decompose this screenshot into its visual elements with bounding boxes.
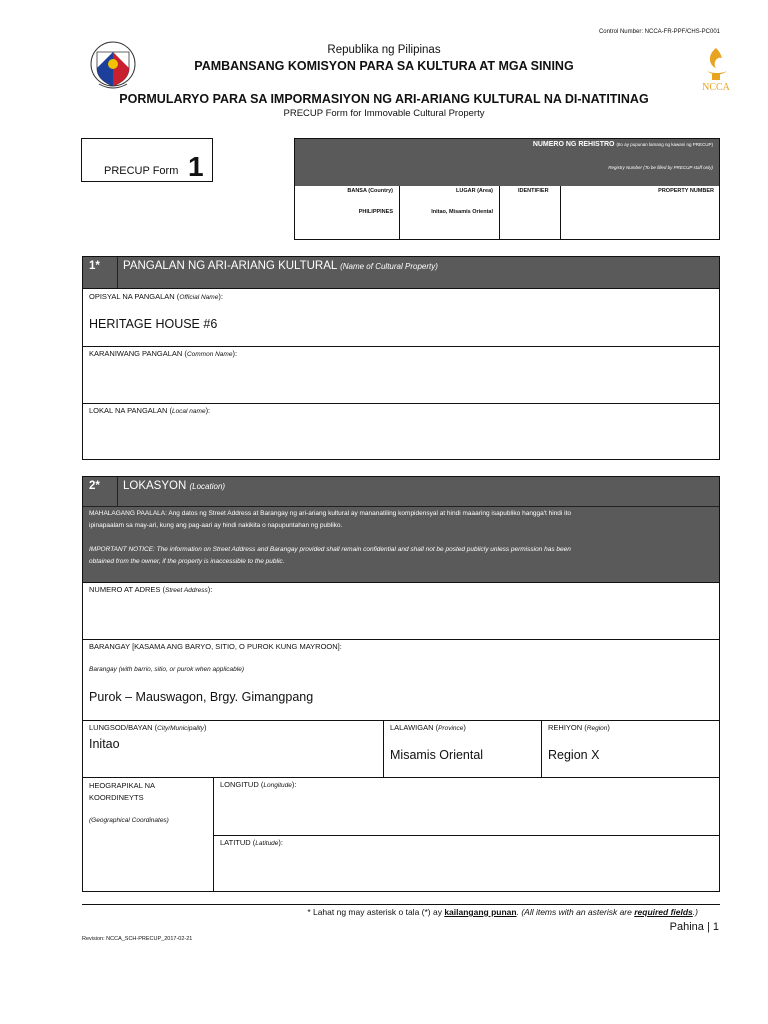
registry-property-number-cell[interactable] — [560, 186, 720, 240]
section-location — [82, 476, 720, 892]
local-name-label-end: ): — [205, 406, 211, 415]
notice-english-line1: IMPORTANT NOTICE: The information on Street Address and Barangay provided shall remain confidential and shall not be posted publicly unless permission has been — [89, 546, 571, 553]
province-label-end: ) — [463, 723, 466, 732]
form-box-label: PRECUP Form — [104, 165, 179, 177]
section1-header — [83, 257, 719, 288]
section2-header-divider — [117, 477, 118, 506]
street-address-label: NUMERO AT ADRES ( — [89, 585, 165, 594]
province-field[interactable] — [384, 721, 541, 777]
barangay-value: Purok – Mauswagon, Brgy. Gimangpang — [89, 690, 314, 704]
region-value: Region X — [548, 748, 600, 762]
form-subtitle: PRECUP Form for Immovable Cultural Property — [283, 108, 485, 119]
registry-country-value: PHILIPPINES — [358, 209, 393, 215]
province-label: LALAWIGAN ( — [390, 723, 439, 732]
footnote-part-d: required fields — [634, 907, 693, 917]
section2-header-rule — [83, 506, 719, 507]
footnote-part-b: kailangang punan — [444, 907, 517, 917]
precup-form-box — [81, 138, 213, 182]
revision-label: Revision: NCCA_SCH-PRECUP_2017-02-21 — [82, 936, 193, 942]
section1-title: PANGALAN NG ARI-ARIANG KULTURAL — [123, 260, 337, 272]
registry-number-box — [294, 138, 720, 240]
province-label-en: Province — [438, 725, 464, 732]
form-box-number: 1 — [188, 151, 204, 182]
control-number: Control Number: NCCA-FR-PPF/CHS-PC001 — [598, 29, 720, 35]
registry-title: NUMERO NG REHISTRO — [532, 141, 615, 148]
section2-header — [83, 477, 719, 582]
official-name-label-en: Official Name — [179, 294, 219, 301]
registry-subtitle: Registry Number (To be filled by PRECUP staff only) — [608, 165, 713, 170]
province-value: Misamis Oriental — [390, 748, 484, 762]
common-name-field[interactable] — [83, 346, 719, 403]
official-name-label: OPISYAL NA PANGALAN ( — [89, 292, 180, 301]
barangay-field[interactable] — [83, 639, 719, 720]
common-name-label-en: Common Name — [186, 351, 233, 358]
footer-rule — [82, 904, 720, 905]
city-label-en: City/Municipality — [157, 725, 205, 732]
common-name-label: KARANIWANG PANGALAN ( — [89, 349, 187, 358]
section1-number: 1* — [89, 260, 100, 272]
region-label: REHIYON ( — [548, 723, 587, 732]
notice-tagalog — [89, 508, 571, 532]
footnote-part-a: * Lahat ng may asterisk o tala (*) ay — [307, 907, 445, 917]
region-label-end: ) — [607, 723, 610, 732]
local-name-label: LOKAL NA PANGALAN ( — [89, 406, 172, 415]
barangay-label: BARANGAY [KASAMA ANG BARYO, SITIO, O PUROK KUNG MAYROON]: — [89, 642, 342, 651]
section1-title-en: (Name of Cultural Property) — [340, 262, 438, 271]
geo-label-en: (Geographical Coordinates) — [89, 817, 169, 824]
latitude-label: LATITUD ( — [220, 838, 256, 847]
official-name-field[interactable] — [83, 288, 719, 346]
longitude-label: LONGITUD ( — [220, 780, 264, 789]
longitude-field[interactable] — [214, 778, 720, 835]
registry-area-header: LUGAR (Area) — [456, 188, 493, 194]
city-field[interactable] — [83, 721, 383, 777]
footnote-part-c: . (All items with an asterisk are — [516, 907, 635, 917]
official-name-label-end: ): — [218, 292, 223, 301]
notice-english — [89, 544, 571, 568]
region-field[interactable] — [542, 721, 720, 777]
longitude-label-en: Longitude — [263, 782, 292, 789]
registry-title-note: (Ito ay pupunan lamang ng kawani ng PRECUP) — [616, 142, 713, 147]
footnote-part-e: .) — [692, 907, 698, 917]
registry-area-cell[interactable] — [399, 186, 499, 240]
official-name-value: HERITAGE HOUSE #6 — [89, 317, 218, 331]
geo-coordinates-row — [83, 777, 719, 892]
section-name-of-property — [82, 256, 720, 460]
latitude-field[interactable] — [214, 835, 720, 892]
street-address-label-end: ): — [207, 585, 213, 594]
ncca-logo-text: NCCA — [702, 82, 730, 93]
registry-identifier-header: IDENTIFIER — [518, 188, 549, 194]
notice-tagalog-line2: ipinapaalam sa may-ari, kung ang pag-aari ay hindi nakikita o napupuntahan ng publiko. — [89, 522, 343, 529]
barangay-label-en: Barangay (with barrio, sitio, or purok when applicable) — [89, 666, 244, 673]
registry-identifier-cell[interactable] — [499, 186, 560, 240]
commission-title: PAMBANSANG KOMISYON PARA SA KULTURA AT MGA SINING — [194, 59, 574, 73]
page-number: Pahina | 1 — [669, 921, 719, 933]
section2-title-en: (Location) — [189, 482, 226, 491]
common-name-label-end: ): — [232, 349, 238, 358]
form-title: PORMULARYO PARA SA IMPORMASIYON NG ARI-ARIANG KULTURAL NA DI-NATITINAG — [119, 92, 649, 106]
street-address-label-en: Street Address — [165, 587, 208, 594]
city-province-region-row — [83, 720, 719, 777]
geo-coordinates-label-cell — [83, 778, 213, 892]
latitude-label-end: ): — [278, 838, 284, 847]
geo-label-line2: KOORDINEYTS — [89, 793, 144, 802]
notice-tagalog-line1: MAHALAGANG PAALALA: Ang datos ng Street Address at Barangay ng ari-ariang kultural ay mananatiling kompidensyal at hindi maaaring isapubliko hangga't hindi ito — [89, 510, 572, 517]
geo-label-line1: HEOGRAPIKAL NA — [89, 781, 155, 790]
registry-area-value: Initao, Misamis Oriental — [431, 209, 493, 215]
registry-country-header: BANSA (Country) — [347, 188, 393, 194]
section2-number: 2* — [89, 480, 100, 492]
local-name-label-en: Local name — [171, 408, 206, 415]
city-label-end: ) — [204, 723, 207, 732]
republic-label: Republika ng Pilipinas — [327, 44, 441, 56]
section2-title: LOKASYON — [123, 480, 187, 492]
section1-header-divider — [117, 257, 118, 288]
local-name-field[interactable] — [83, 403, 719, 460]
registry-header — [295, 139, 719, 186]
city-value: Initao — [89, 737, 120, 751]
registry-property-number-header: PROPERTY NUMBER — [658, 188, 714, 194]
registry-country-cell[interactable] — [295, 186, 399, 240]
street-address-field[interactable] — [83, 582, 719, 639]
region-label-en: Region — [586, 725, 608, 732]
latitude-label-en: Latitude — [255, 840, 279, 847]
city-label: LUNGSOD/BAYAN ( — [89, 723, 158, 732]
required-fields-note — [0, 907, 698, 917]
notice-english-line2: obtained from the owner, if the property is inaccessible to the public. — [89, 558, 285, 565]
longitude-label-end: ): — [291, 780, 297, 789]
